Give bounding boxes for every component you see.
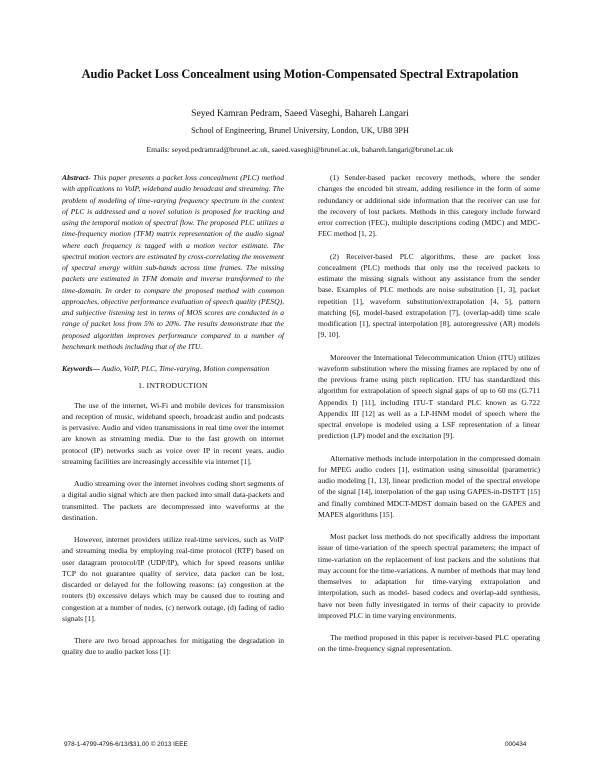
- right-paragraph-2: (2) Receiver-based PLC algorithms, these are packet loss concealment (PLC) methods that only use the received packets to estimate the missing signals without any assistance from the sender base. Examples of PLC methods are noise substitution [1, 3], packet repetition [1], waveform substitution/extrapolation [4, 5], pattern matching [6], model-based extrapolation [7], (overlap-add) time scale modification [1], spectral interpolation [8], autoregressive (AR) models [9, 10].: [318, 251, 540, 340]
- abstract-text: This paper presents a packet loss concealment (PLC) method with applications to VoIP, wideband audio broadcast and streaming. The problem of modeling of time-varying frequency spectrum in the context of PLC is addressed and a novel solution is proposed for tracking and using the temporal motion of spectral flow. The proposed PLC utilizes a time-frequency motion (TFM) matrix representation of the audio signal where each frequency is tagged with a motion vector estimate. The spectral motion vectors are estimated by cross-correlating the movement of spectral energy within sub-bands across time frames. The missing packets are estimated in TFM domain and inverse transformed to the time-domain. In order to compare the proposed method with common approaches, objective performance evaluation of speech quality (PESQ), and subjective listening test in terms of MOS scores are conducted in a range of packet loss from 5% to 20%. The results demonstrate that the proposed algorithm improves performance compared to a number of benchmark methods including that of the ITU.: [62, 173, 284, 351]
- paper-title: Audio Packet Loss Concealment using Motion-Compensated Spectral Extrapolation: [81, 67, 519, 81]
- right-paragraph-6: The method proposed in this paper is receiver-based PLC operating on the time-frequency signal representation.: [318, 633, 540, 654]
- intro-paragraph-2: Audio streaming over the internet involves coding short segments of a digital audio signal which are then packed into small data-packets and transmitted. The packets are decompressed into waveforms at the destination.: [62, 479, 284, 522]
- intro-paragraph-1: The use of the internet, Wi-Fi and mobile devices for transmission and reception of music, wideband speech, broadcast audio and podcasts is pervasive. Audio and video transmissions in real time over the internet are known as streaming media. Due to the fast growth on internet protocol (IP) networks such as voice over IP in recent years, audio streaming facilities are increasingly accessible via internet [1].: [62, 400, 284, 466]
- page-number: 000434: [505, 741, 527, 748]
- copyright-footer: 978-1-4799-4796-6/13/$31.00 © 2013 IEEE: [64, 741, 188, 748]
- affiliation: School of Engineering, Brunel University, London, UK, UB8 3PH: [191, 126, 409, 135]
- intro-paragraph-3: However, internet providers utilize real-time services, such as VoIP and streaming media by employing real-time protocol (RTP) based on user datagram protocol/IP (UDP/IP), which for speed reasons unlike TCP do not guarantee quality of service, data packet can be lost, discarded or delayed for the following reasons: (a) congestion at the routers (b) excessive delays which may be caused due to routing and congestion at a number of nodes, (c) network outage, (d) fading of radio signals [1].: [62, 535, 284, 623]
- right-paragraph-1: (1) Sender-based packet recovery methods, where the sender changes the encoded bit stream, adding resilience in the form of some redundancy or additional side information that the receiver can use for the recovery of lost packets. Methods in this category include forward error correction (FEC), multiple descriptions coding (MDC) and MDC-FEC method [1, 2].: [318, 173, 540, 239]
- left-column: [62, 172, 284, 669]
- intro-paragraph-4: There are two broad approaches for mitigating the degradation in quality due to audio packet loss [1]:: [62, 636, 284, 657]
- abstract-lead: Abstract-: [62, 173, 91, 182]
- keywords-text: Audio, VoIP, PLC, Time-varying, Motion compensation: [99, 364, 270, 373]
- right-column: [318, 172, 540, 666]
- author-emails: Emails: seyed.pedramrad@brunel.ac.uk, saeed.vaseghi@brunel.ac.uk, bahareh.langari@brunel.ac.uk: [146, 145, 454, 154]
- section-heading-introduction: 1. INTRODUCTION: [138, 381, 208, 391]
- right-paragraph-4: Alternative methods include interpolation in the compressed domain for MPEG audio coders [1], estimation using sinusoidal (parametric) audio modeling [1, 13], linear prediction model of the spectral envelope of the signal [14], interpolation of the gap using GAPES-in-DSTFT [15] and finally combined MDCT-MDST domain based on the GAPES and MAPES algorithms [15].: [318, 453, 540, 519]
- right-paragraph-3: Moreover the International Telecommunication Union (ITU) utilizes waveform substitution where the missing frames are replaced by one of the previous frame using pitch replication. ITU has standardized this algorithm for extrapolation of speech signal gaps of up to 60 ms (G.711 Appendix I) [11], including ITU-T standard PLC known as G.722 Appendix III [12] as well as a LP-HNM model of speech where the spectral envelope is modeled using a LSF representation of a linear prediction (LP) model and the excitation [9].: [318, 352, 540, 441]
- right-paragraph-5: Most packet loss methods do not specifically address the important issue of time-variation of the speech spectral parameters; the impact of time-variation on the replacement of lost packets and the solutions that may account for the time-variations. A number of methods that may lend themselves to adaptation for time-varying extrapolation and interpolation, such as model- based codecs and overlap-add synthesis, have not been fully investigated in terms of their capacity to provide improved PLC in time varying environments.: [318, 532, 540, 620]
- keywords-lead: Keywords—: [62, 364, 100, 373]
- keywords: [62, 363, 284, 374]
- author-list: Seyed Kamran Pedram, Saeed Vaseghi, Bahareh Langari: [191, 108, 409, 119]
- abstract: [62, 172, 284, 352]
